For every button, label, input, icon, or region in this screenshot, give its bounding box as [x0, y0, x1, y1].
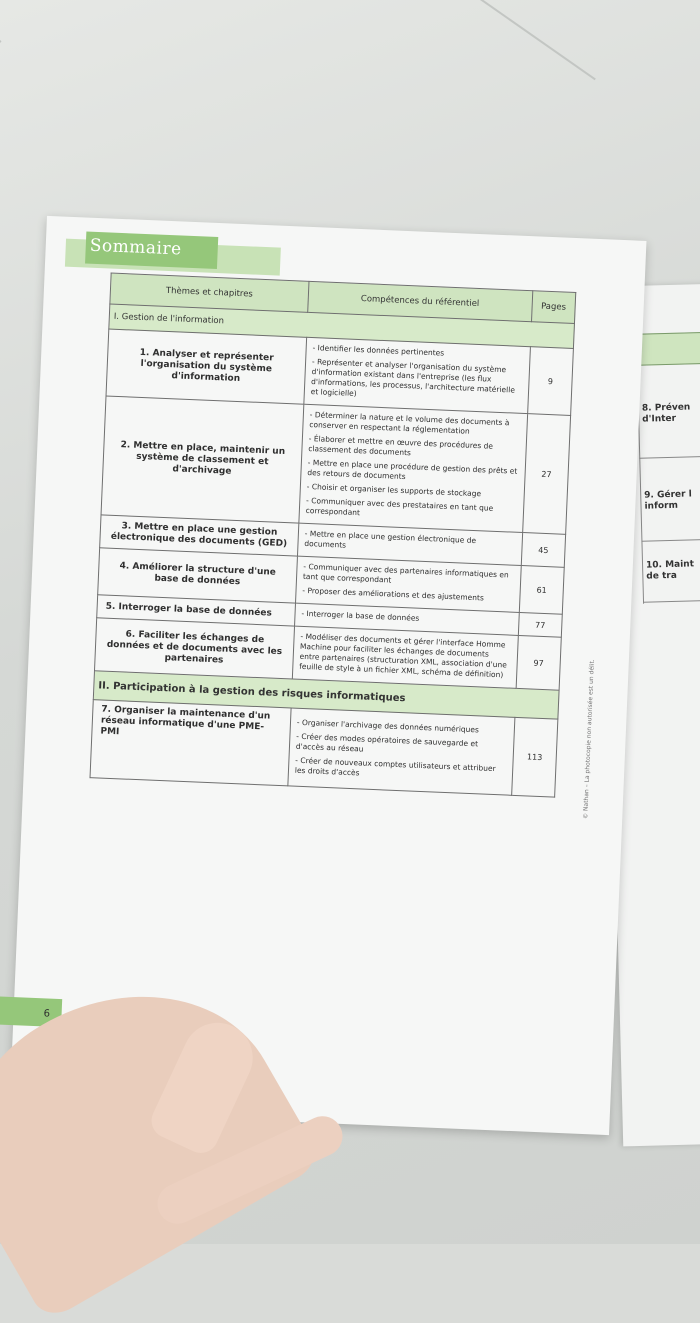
- competence-item: - Représenter et analyser l'organisation du système d'information existant dans l'entreprise (les flux d'informations, les processus, l'architecture matérielle et logicielle): [310, 357, 516, 398]
- facing-page-item: 8. Préven d'Inter: [641, 402, 691, 425]
- summary-table: [89, 273, 576, 798]
- page-number-cell: 45: [521, 533, 566, 568]
- footer-page-number: 6: [43, 1008, 51, 1020]
- page-title: Sommaire: [89, 235, 183, 260]
- column-header-competences: Compétences du référentiel: [308, 281, 533, 321]
- section-title: I. Gestion de l'information: [109, 304, 575, 348]
- competence-item: - Communiquer avec des prestataires en tant que correspondant: [305, 495, 494, 518]
- copyright-notice: © Nathan – La photocopie non autorisée est un délit.: [582, 659, 596, 820]
- competence-item: - Mettre en place une gestion électronique de documents: [304, 528, 477, 550]
- column-header-themes: Thèmes et chapitres: [110, 273, 309, 312]
- table-row: [101, 396, 571, 534]
- page-number-cell: 61: [519, 565, 564, 614]
- competence-item: - Mettre en place une procédure de gestion des prêts et des retours de documents: [307, 457, 518, 482]
- facing-page-rule: [643, 599, 700, 602]
- chapter-title: 1. Analyser et représenter l'organisation du système d'information: [106, 329, 306, 404]
- competence-item: - Proposer des améliorations et des ajustements: [302, 585, 485, 603]
- facing-page-rule: [639, 455, 700, 458]
- page-number-cell: 97: [516, 635, 561, 690]
- competence-item: - Interroger la base de données: [301, 608, 420, 623]
- competence-item: - Communiquer avec des partenaires informatiques en tant que correspondant: [302, 561, 509, 585]
- competences-cell: [299, 404, 528, 532]
- document-page: [10, 216, 647, 1135]
- competence-item: - Identifier les données pertinentes: [312, 343, 445, 358]
- page-number-cell: 113: [511, 717, 557, 797]
- chapter-title: 7. Organiser la maintenance d'un réseau informatique d'une PME-PMI: [90, 700, 291, 786]
- competence-item: - Choisir et organiser les supports de stockage: [306, 481, 482, 499]
- chapter-title: 3. Mettre en place une gestion électronique des documents (GED): [100, 515, 299, 556]
- competence-item: - Élaborer et mettre en œuvre des procédures de classement des documents: [308, 433, 494, 458]
- facing-page-item: 10. Maint de tra: [645, 559, 695, 582]
- competences-cell: [288, 708, 515, 795]
- column-header-pages: Pages: [531, 291, 575, 324]
- facing-page-rule: [641, 538, 700, 541]
- competence-item: - Organiser l'archivage des données numériques: [296, 717, 480, 734]
- chapter-title: 2. Mettre en place, maintenir un système de classement et d'archivage: [101, 396, 304, 523]
- chapter-title: 4. Améliorer la structure d'une base de données: [98, 548, 298, 603]
- facing-page-header: [636, 331, 700, 365]
- competences-cell: [292, 626, 518, 688]
- competences-cell: [304, 337, 531, 413]
- competence-item: - Déterminer la nature et le volume des documents à conserver en respectant la réglementation: [309, 410, 510, 436]
- chapter-title: 6. Faciliter les échanges de données et de documents avec les partenaires: [94, 618, 294, 679]
- page-number-cell: 9: [527, 347, 573, 416]
- competence-item: - Créer des modes opératoires de sauvegarde et d'accès au réseau: [295, 731, 479, 754]
- facing-page-item: 9. Gérer l inform: [644, 489, 692, 512]
- page-number-cell: 27: [522, 414, 570, 535]
- competence-item: - Créer de nouveaux comptes utilisateurs et attribuer les droits d'accès: [294, 755, 496, 777]
- page-number-cell: 77: [518, 612, 562, 637]
- competence-item: - Modéliser des documents et gérer l'interface Homme Machine pour faciliter les échanges de documents entre partenaires (structuration XML, association d'une feuille de style à un fichier XML, schéma de définition): [299, 631, 508, 680]
- section-title: II. Participation à la gestion des risques informatiques: [93, 671, 559, 719]
- chapter-title: 5. Interroger la base de données: [97, 595, 296, 626]
